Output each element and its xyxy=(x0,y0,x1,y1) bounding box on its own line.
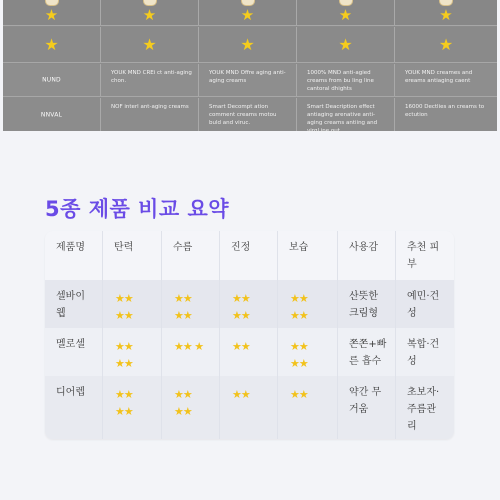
table-cell xyxy=(199,0,297,25)
image-row xyxy=(3,0,497,26)
table-cell xyxy=(162,328,220,376)
star-rating: ★★ xyxy=(290,388,308,401)
cell-text: 16000 Dectlies an creams to ectution xyxy=(405,104,485,118)
star-rating: ★★ ★★ xyxy=(115,340,133,370)
table-cell xyxy=(45,376,103,439)
table-cell xyxy=(278,280,338,328)
table-header-row xyxy=(45,231,454,280)
table-cell xyxy=(45,328,103,376)
header-texture: 사용감 xyxy=(349,242,378,253)
product-name: 디어렙 xyxy=(56,387,85,398)
header-elasticity: 탄력 xyxy=(114,242,134,253)
header-cell xyxy=(338,231,396,280)
skin-type-text: 복합·건 성 xyxy=(407,339,440,367)
cell-text: YOUK MND CREi ct anti-aging chon. xyxy=(111,70,192,84)
table-cell xyxy=(3,27,101,62)
table-cell xyxy=(338,280,396,328)
table-cell xyxy=(338,376,396,439)
table-cell xyxy=(396,280,454,328)
header-cell xyxy=(220,231,278,280)
table-cell xyxy=(101,27,199,62)
cell-text: YOUK MND creames and ereams antiaging caent xyxy=(405,70,473,84)
star-rating: ★★ ★★ xyxy=(232,292,250,322)
table-cell xyxy=(103,376,162,439)
header-cell xyxy=(45,231,103,280)
table-cell xyxy=(297,0,395,25)
summary-table xyxy=(45,231,454,439)
header-skin-type: 추천 피부 xyxy=(407,242,440,270)
texture-text: 약간 무 거움 xyxy=(349,387,382,415)
star-rating: ★★ xyxy=(232,340,250,353)
product-name: 셀바이 웹 xyxy=(56,291,85,319)
header-cell xyxy=(396,231,454,280)
rating-row xyxy=(3,27,497,63)
table-cell xyxy=(396,376,454,439)
header-cell xyxy=(103,231,162,280)
table-cell xyxy=(162,376,220,439)
star-icon: ★ xyxy=(142,35,157,54)
star-rating: ★★ ★★ xyxy=(115,292,133,322)
table-cell xyxy=(101,98,199,131)
header-soothing: 진정 xyxy=(231,242,251,253)
table-cell xyxy=(396,328,454,376)
table-cell xyxy=(199,64,297,96)
star-icon: ★ xyxy=(142,6,157,24)
star-rating: ★★ ★ xyxy=(174,340,204,353)
table-cell xyxy=(45,280,103,328)
star-icon: ★ xyxy=(240,6,255,24)
star-icon: ★ xyxy=(438,35,454,54)
product-name: 멜로셀 xyxy=(56,339,85,350)
cell-text: NOF interl ant-aging creams xyxy=(111,104,189,110)
cell-text: Smart Decompt ation comment creams motou buld and viruc. xyxy=(209,104,277,126)
skin-type-text: 초보자· 주름관 리 xyxy=(407,387,440,432)
table-cell xyxy=(395,0,497,25)
table-cell xyxy=(101,64,199,96)
table-cell xyxy=(3,0,101,25)
table-row xyxy=(45,376,454,439)
table-cell xyxy=(395,64,497,96)
table-cell xyxy=(338,328,396,376)
header-wrinkle: 수름 xyxy=(173,242,193,253)
star-rating: ★★ ★★ xyxy=(174,388,192,418)
table-cell xyxy=(278,376,338,439)
star-icon: ★ xyxy=(338,6,353,24)
star-icon: ★ xyxy=(240,35,255,54)
table-cell xyxy=(220,280,278,328)
description-row xyxy=(3,64,497,97)
table-cell xyxy=(103,280,162,328)
table-cell xyxy=(278,328,338,376)
star-icon: ★ xyxy=(44,6,59,24)
table-cell xyxy=(297,64,395,96)
table-cell xyxy=(297,27,395,62)
table-cell xyxy=(199,27,297,62)
star-rating: ★★ ★★ xyxy=(115,388,133,418)
star-rating: ★★ ★★ xyxy=(290,292,308,322)
section-title: 5종 제품 비교 요약 xyxy=(45,197,230,221)
row-label: NNVAL xyxy=(40,111,63,118)
table-row xyxy=(45,280,454,328)
texture-text: 쫀쫀+빠 른 흡수 xyxy=(349,339,387,367)
header-moisture: 보습 xyxy=(289,242,309,253)
cell-text: YOUK MND Offre aging anti-aging creams xyxy=(209,70,286,84)
product-comparison-table xyxy=(3,0,497,134)
description-row xyxy=(3,98,497,134)
texture-text: 산뜻한 크림형 xyxy=(349,291,378,319)
skin-type-text: 예민·건 성 xyxy=(407,291,440,319)
table-cell xyxy=(220,328,278,376)
table-cell xyxy=(199,98,297,131)
star-icon: ★ xyxy=(44,35,59,54)
row-label-cell xyxy=(3,98,101,131)
header-cell xyxy=(278,231,338,280)
star-icon: ★ xyxy=(439,6,453,24)
table-cell xyxy=(220,376,278,439)
table-cell xyxy=(395,27,497,62)
star-rating: ★★ xyxy=(232,388,250,401)
table-row xyxy=(45,328,454,376)
table-cell xyxy=(103,328,162,376)
star-rating: ★★ ★★ xyxy=(290,340,308,370)
cell-text: 1000% MND anti-agied creams from bu ling line cantoral dhights xyxy=(307,70,374,92)
table-cell xyxy=(297,98,395,134)
header-cell xyxy=(162,231,220,280)
row-label: NUND xyxy=(42,76,61,84)
star-icon: ★ xyxy=(338,35,353,54)
star-rating: ★★ ★★ xyxy=(174,292,192,322)
row-label-cell xyxy=(3,64,101,96)
table-cell xyxy=(101,0,199,25)
header-product-name: 제품명 xyxy=(56,242,85,253)
table-cell xyxy=(395,98,497,131)
table-cell xyxy=(162,280,220,328)
cell-text: Smart Deacription effect antiaging arenative anti-aging creams antiing and virgl ine out. xyxy=(307,104,378,134)
